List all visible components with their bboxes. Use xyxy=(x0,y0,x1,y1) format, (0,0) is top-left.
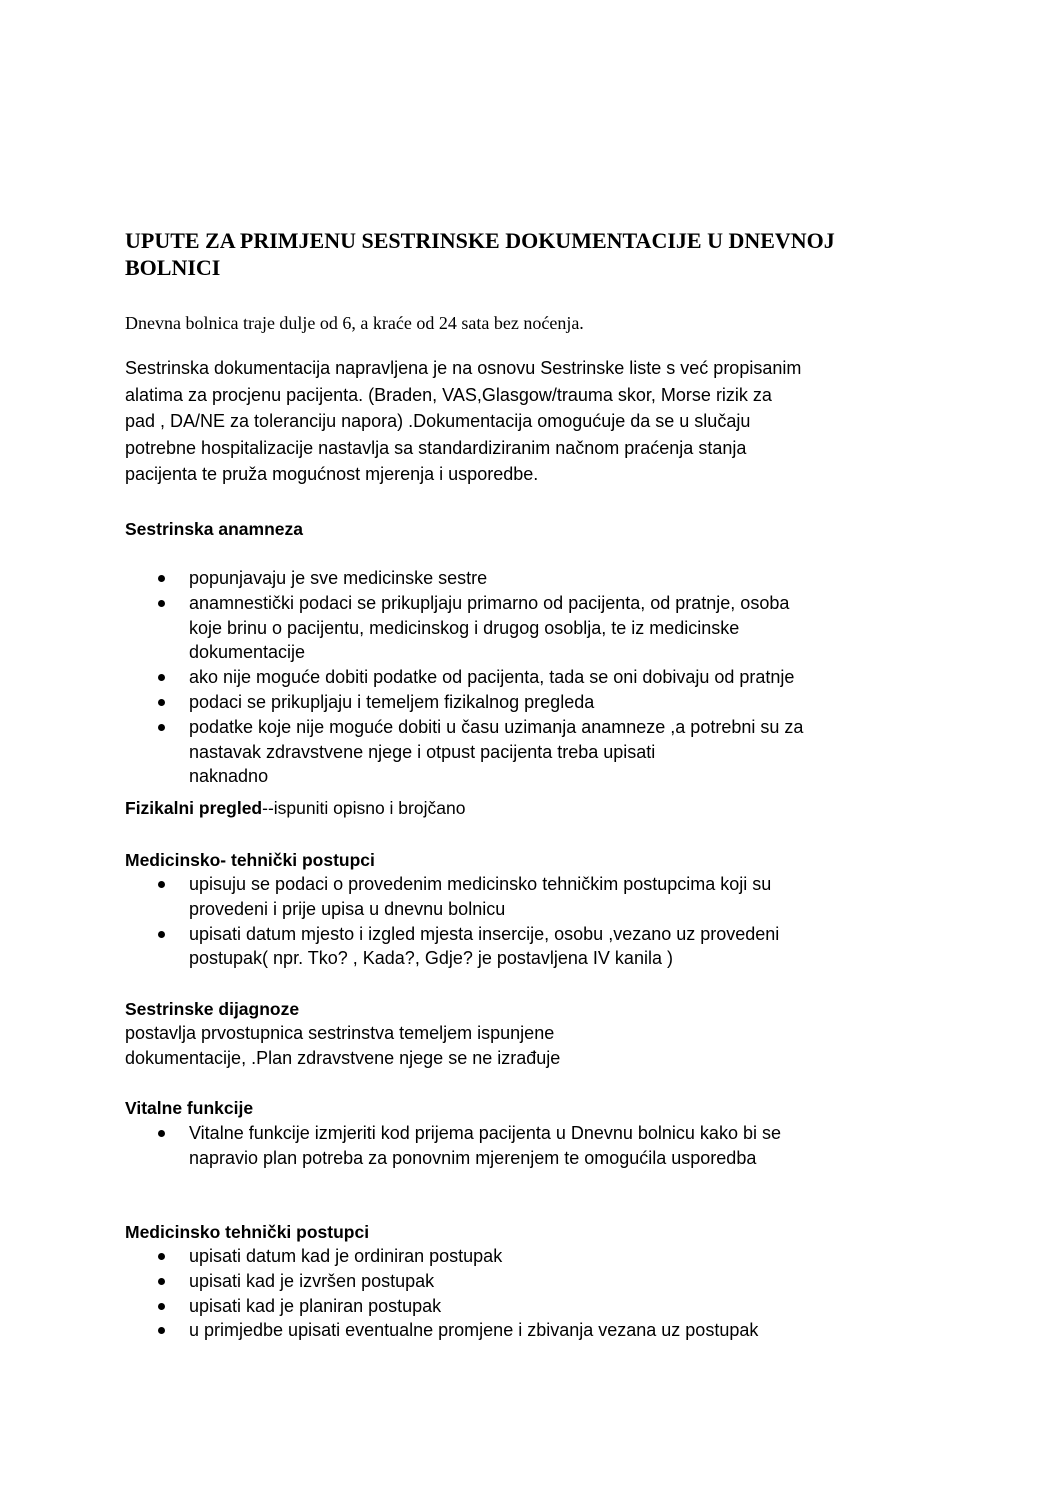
section-heading-med-teh-1: Medicinsko- tehnički postupci xyxy=(125,850,375,870)
intro-line: potrebne hospitalizacije nastavlja sa standardiziranim načnom praćenja stanja xyxy=(125,437,747,458)
list-item-line: provedeni i prije upisa u dnevnu bolnicu xyxy=(189,898,506,919)
fizikalni-description: --ispuniti opisno i brojčano xyxy=(262,798,466,818)
list-item xyxy=(155,566,925,591)
list-item xyxy=(155,922,925,972)
anamneza-list xyxy=(155,566,925,789)
intro-line: alatima za procjenu pacijenta. (Braden, VAS,Glasgow/trauma skor, Morse rizik za xyxy=(125,384,772,405)
list-item xyxy=(155,1269,925,1294)
list-item xyxy=(155,690,925,715)
bullet-icon xyxy=(158,699,165,706)
bullet-icon xyxy=(158,1327,165,1334)
list-item-line: koje brinu o pacijentu, medicinskog i drugog osoblja, te iz medicinske xyxy=(189,617,740,638)
list-item xyxy=(155,1244,925,1269)
intro-line: Sestrinska dokumentacija napravljena je na osnovu Sestrinske liste s već propisanim xyxy=(125,358,802,378)
list-item-line: anamnestički podaci se prikupljaju primarno od pacijenta, od pratnje, osoba xyxy=(189,592,790,613)
list-item-line: u primjedbe upisati eventualne promjene i zbivanja vezana uz postupak xyxy=(189,1320,759,1341)
list-item-line: upisati datum mjesto i izgled mjesta insercije, osobu ,vezano uz provedeni xyxy=(189,923,780,944)
list-item xyxy=(155,872,925,922)
list-item-line: ako nije moguće dobiti podatke od pacijenta, tada se oni dobivaju od pratnje xyxy=(189,667,795,688)
bullet-icon xyxy=(158,724,165,731)
intro-line: pacijenta te pruža mogućnost mjerenja i usporedbe. xyxy=(125,464,539,484)
section-heading-fizikalni xyxy=(125,796,465,820)
med-teh-1-list xyxy=(155,872,925,971)
vitalne-list xyxy=(155,1121,925,1171)
bullet-icon xyxy=(158,1253,165,1260)
subtitle-paragraph: Dnevna bolnica traje dulje od 6, a kraće od 24 sata bez noćenja. xyxy=(125,313,584,333)
list-item-line: Vitalne funkcije izmjeriti kod prijema pacijenta u Dnevnu bolnicu kako bi se xyxy=(189,1123,781,1143)
list-item-line: podatke koje nije moguće dobiti u času uzimanja anamneze ,a potrebni su za xyxy=(189,716,804,737)
paragraph-line: postavlja prvostupnica sestrinstva temeljem ispunjene xyxy=(125,1023,555,1043)
list-item xyxy=(155,1294,925,1319)
dijagnoze-paragraph xyxy=(125,1021,560,1071)
section-heading-dijagnoze: Sestrinske dijagnoze xyxy=(125,999,300,1019)
bullet-icon xyxy=(158,931,165,938)
list-item xyxy=(155,665,925,690)
bullet-icon xyxy=(158,1278,165,1285)
list-item-line: naknadno xyxy=(189,766,269,787)
bullet-icon xyxy=(158,600,165,607)
list-item xyxy=(155,1318,925,1343)
section-heading-vitalne: Vitalne funkcije xyxy=(125,1098,254,1118)
section-heading-med-teh-2: Medicinsko tehnički postupci xyxy=(125,1222,370,1242)
list-item-line: nastavak zdravstvene njege i otpust pacijenta treba upisati xyxy=(189,741,656,762)
med-teh-2-list xyxy=(155,1244,925,1343)
list-item-line: popunjavaju je sve medicinske sestre xyxy=(189,568,488,588)
list-item-line: napravio plan potreba za ponovnim mjerenjem te omogućila usporedba xyxy=(189,1147,757,1168)
bullet-icon xyxy=(158,575,165,582)
list-item-line: podaci se prikupljaju i temeljem fizikalnog pregleda xyxy=(189,691,595,712)
list-item-line: upisati kad je izvršen postupak xyxy=(189,1270,435,1291)
list-item-line: upisati datum kad je ordiniran postupak xyxy=(189,1246,503,1266)
list-item xyxy=(155,715,925,789)
list-item-line: upisati kad je planiran postupak xyxy=(189,1295,442,1316)
list-item xyxy=(155,1121,925,1171)
paragraph-line: dokumentacije, .Plan zdravstvene njege se ne izrađuje xyxy=(125,1048,561,1068)
document-title xyxy=(125,227,965,281)
fizikalni-heading-label: Fizikalni pregled xyxy=(125,798,263,818)
list-item-line: postupak( npr. Tko? , Kada?, Gdje? je postavljena IV kanila ) xyxy=(189,948,673,969)
list-item-line: upisuju se podaci o provedenim medicinsko tehničkim postupcima koji su xyxy=(189,874,772,894)
bullet-icon xyxy=(158,881,165,888)
bullet-icon xyxy=(158,674,165,681)
list-item xyxy=(155,591,925,665)
list-item-line: dokumentacije xyxy=(189,642,306,663)
intro-paragraph xyxy=(125,355,945,488)
section-heading-anamneza: Sestrinska anamneza xyxy=(125,519,304,539)
title-line: BOLNICI xyxy=(125,255,221,280)
title-line: UPUTE ZA PRIMJENU SESTRINSKE DOKUMENTACIJE U DNEVNOJ xyxy=(125,228,835,253)
bullet-icon xyxy=(158,1303,165,1310)
intro-line: pad , DA/NE za toleranciju napora) .Dokumentacija omogućuje da se u slučaju xyxy=(125,411,751,431)
bullet-icon xyxy=(158,1130,165,1137)
